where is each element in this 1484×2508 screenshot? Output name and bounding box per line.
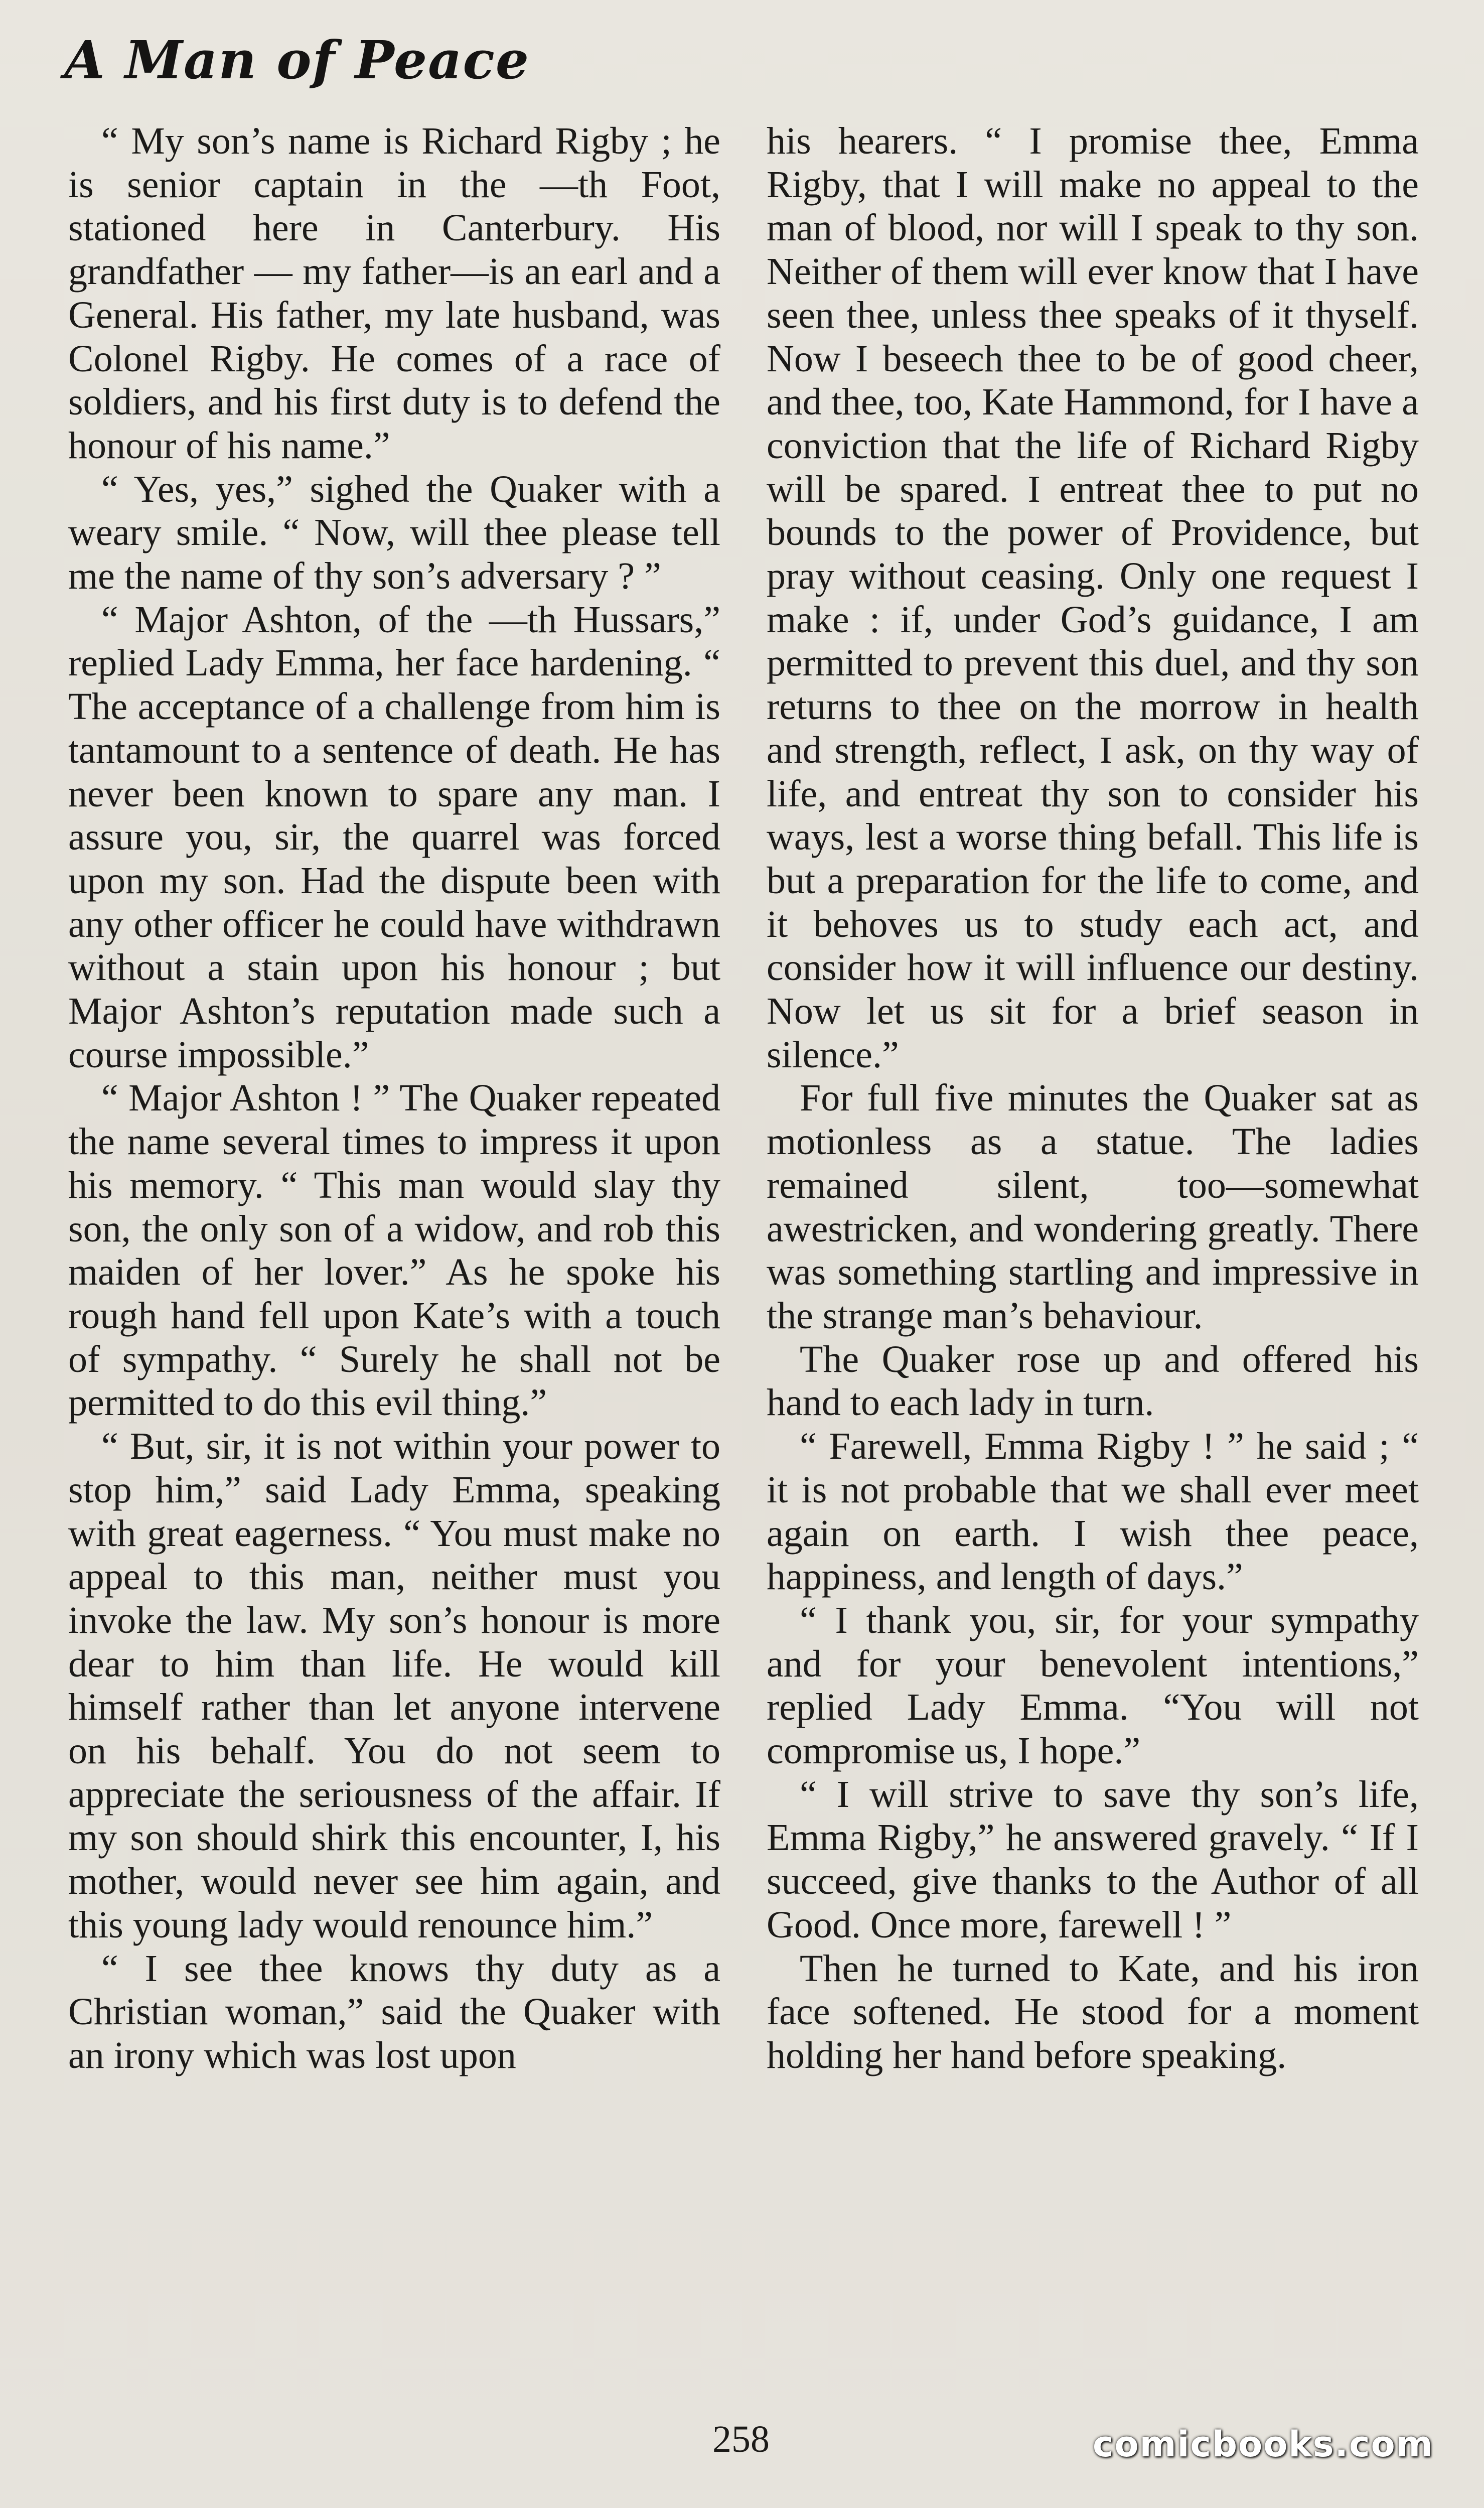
paragraph: “ Yes, yes,” sighed the Quaker with a weary smile. “ Now, will thee please tell me the name of thy son’s adversary ? ” bbox=[68, 468, 720, 598]
paragraph: The Quaker rose up and offered his hand to each lady in turn. bbox=[767, 1338, 1419, 1424]
paragraph: For full five minutes the Quaker sat as motionless as a statue. The ladies remained silent, too—somewhat awestricken, and wondering greatly. There was something startling and impressive in the strange man’s behaviour. bbox=[767, 1077, 1419, 1337]
paragraph-continued: his hearers. “ I promise thee, Emma Rigby, that I will make no appeal to the man of blood, nor will I speak to thy son. Neither of them will ever know that I have seen thee, unless thee speaks of it thyself. Now I beseech thee to be of good cheer, and thee, too, Kate Hammond, for I have a conviction that the life of Richard Rigby will be spared. I entreat thee to put no bounds to the power of Providence, but pray without ceasing. Only one request I make : if, under God’s guidance, I am permitted to prevent this duel, and thy son returns to thee on the morrow in health and strength, reflect, I ask, on thy way of life, and entreat thy son to consider his ways, lest a worse thing befall. This life is but a preparation for the life to come, and it behoves us to study each act, and consider how it will influence our destiny. Now let us sit for a brief season in silence.” bbox=[767, 120, 1419, 1076]
paragraph: “ I will strive to save thy son’s life, Emma Rigby,” he answered gravely. “ If I succeed, give thanks to the Author of all Good. Once more, farewell ! ” bbox=[767, 1773, 1419, 1946]
left-column bbox=[68, 119, 720, 2077]
paragraph: “ Farewell, Emma Rigby ! ” he said ; “ it is not probable that we shall ever meet again on earth. I wish thee peace, happiness, and length of days.” bbox=[767, 1425, 1419, 1598]
paragraph: “ But, sir, it is not within your power to stop him,” said Lady Emma, speaking with great eagerness. “ You must make no appeal to this man, neither must you invoke the law. My son’s honour is more dear to him than life. He would kill himself rather than let anyone intervene on his behalf. You do not seem to appreciate the seriousness of the affair. If my son should shirk this encounter, I, his mother, would never see him again, and this young lady would renounce him.” bbox=[68, 1425, 720, 1946]
paragraph: “ Major Ashton ! ” The Quaker repeated the name several times to impress it upon his memory. “ This man would slay thy son, the only son of a widow, and rob this maiden of her lover.” As he spoke his rough hand fell upon Kate’s with a touch of sympathy. “ Surely he shall not be permitted to do this evil thing.” bbox=[68, 1077, 720, 1424]
paragraph: Then he turned to Kate, and his iron face softened. He stood for a moment holding her hand before speaking. bbox=[767, 1947, 1419, 2076]
paragraph: “ I thank you, sir, for your sympathy and for your benevolent intentions,” replied Lady Emma. “You will not compromise us, I hope.” bbox=[767, 1599, 1419, 1772]
page-title: A Man of Peace bbox=[64, 29, 530, 91]
paragraph: “ My son’s name is Richard Rigby ; he is senior captain in the —th Foot, stationed here in Canterbury. His grandfather — my father—is an earl and a General. His father, my late husband, was Colonel Rigby. He comes of a race of soldiers, and his first duty is to defend the honour of his name.” bbox=[68, 120, 720, 467]
paragraph: “ Major Ashton, of the —th Hussars,” replied Lady Emma, her face hardening. “ The acceptance of a challenge from him is tantamount to a sentence of death. He has never been known to spare any man. I assure you, sir, the quarrel was forced upon my son. Had the dispute been with any other officer he could have withdrawn without a stain upon his honour ; but Major Ashton’s reputation made such a course impossible.” bbox=[68, 598, 720, 1076]
paragraph: “ I see thee knows thy duty as a Christian woman,” said the Quaker with an irony which was lost upon bbox=[68, 1947, 720, 2076]
right-column bbox=[767, 119, 1419, 2077]
watermark-logo: comicbooks.com bbox=[1093, 2424, 1434, 2465]
page-number: 258 bbox=[712, 2418, 770, 2460]
